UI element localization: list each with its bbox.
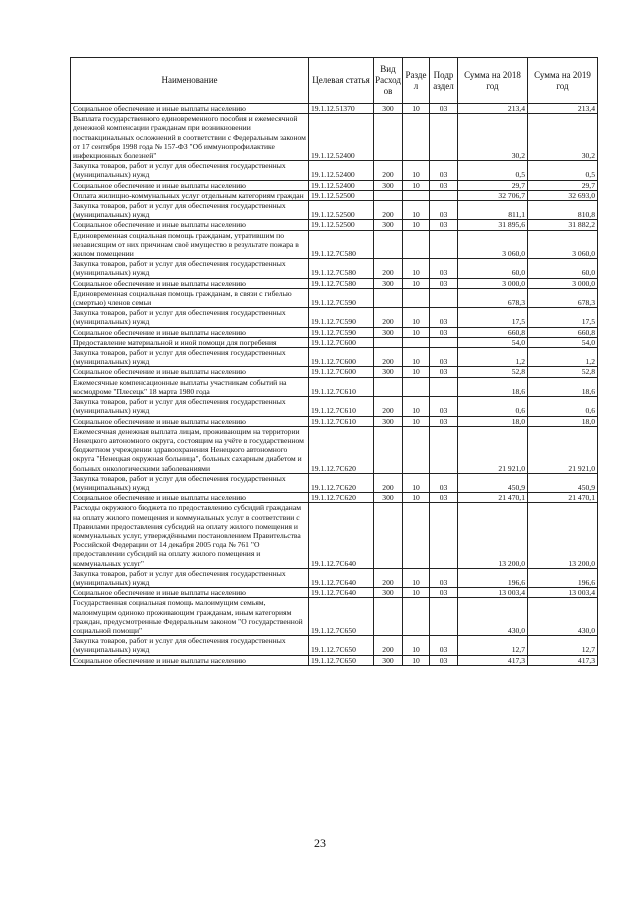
row-sum-2019: 13 003,4 <box>528 588 598 598</box>
table-row <box>71 180 598 190</box>
row-sum-2018: 29,7 <box>458 180 528 190</box>
row-name: Закупка товаров, работ и услуг для обеспечения государственных (муниципальных) нужд <box>71 397 309 416</box>
row-type <box>374 114 403 161</box>
row-target: 19.1.12.7С580 <box>309 230 374 259</box>
row-type <box>374 337 403 347</box>
row-subsection <box>430 598 458 636</box>
row-target: 19.1.12.52500 <box>309 220 374 230</box>
row-subsection: 03 <box>430 473 458 492</box>
row-target: 19.1.12.52500 <box>309 201 374 220</box>
row-name: Оплата жилищно-коммунальных услуг отдельным категориям граждан <box>71 190 309 200</box>
table-row <box>71 367 598 377</box>
row-section: 10 <box>403 161 430 180</box>
header-type: Вид Расход ов <box>374 58 403 104</box>
row-sum-2018: 12,7 <box>458 636 528 655</box>
row-target: 19.1.12.7С590 <box>309 308 374 327</box>
row-type: 300 <box>374 220 403 230</box>
row-sum-2018: 430,0 <box>458 598 528 636</box>
header-sum-2019: Сумма на 2019 год <box>528 58 598 104</box>
row-sum-2018: 30,2 <box>458 114 528 161</box>
row-type: 200 <box>374 308 403 327</box>
row-sum-2019: 430,0 <box>528 598 598 636</box>
table-row <box>71 278 598 288</box>
header-section: Разде л <box>403 58 430 104</box>
table-row <box>71 655 598 665</box>
table-row <box>71 493 598 503</box>
row-section <box>403 377 430 396</box>
row-section: 10 <box>403 348 430 367</box>
row-sum-2019: 660,8 <box>528 327 598 337</box>
row-target: 19.1.12.7С610 <box>309 397 374 416</box>
row-target: 19.1.12.7С620 <box>309 426 374 473</box>
header-sum-2018: Сумма на 2018 год <box>458 58 528 104</box>
table-row <box>71 201 598 220</box>
row-section <box>403 230 430 259</box>
row-section <box>403 337 430 347</box>
row-subsection: 03 <box>430 397 458 416</box>
table-row <box>71 104 598 114</box>
row-type: 300 <box>374 367 403 377</box>
row-name: Социальное обеспечение и иные выплаты населению <box>71 655 309 665</box>
row-type: 200 <box>374 348 403 367</box>
table-row <box>71 348 598 367</box>
row-section: 10 <box>403 308 430 327</box>
row-sum-2019: 13 200,0 <box>528 503 598 568</box>
row-sum-2019: 678,3 <box>528 288 598 307</box>
row-sum-2019: 32 693,0 <box>528 190 598 200</box>
row-sum-2018: 31 895,6 <box>458 220 528 230</box>
row-section: 10 <box>403 327 430 337</box>
row-type: 200 <box>374 568 403 587</box>
row-target: 19.1.12.7С650 <box>309 636 374 655</box>
row-subsection <box>430 337 458 347</box>
row-sum-2019: 31 882,2 <box>528 220 598 230</box>
table-row <box>71 416 598 426</box>
row-subsection: 03 <box>430 493 458 503</box>
row-type: 300 <box>374 104 403 114</box>
row-name: Закупка товаров, работ и услуг для обеспечения государственных (муниципальных) нужд <box>71 201 309 220</box>
row-sum-2019: 29,7 <box>528 180 598 190</box>
row-sum-2019: 213,4 <box>528 104 598 114</box>
row-type <box>374 190 403 200</box>
row-sum-2018: 417,3 <box>458 655 528 665</box>
row-sum-2018: 811,1 <box>458 201 528 220</box>
row-name: Единовременная социальная помощь гражданам, в связи с гибелью (смертью) членов семьи <box>71 288 309 307</box>
row-type: 200 <box>374 259 403 278</box>
row-section: 10 <box>403 416 430 426</box>
row-target: 19.1.12.7С600 <box>309 337 374 347</box>
row-subsection: 03 <box>430 655 458 665</box>
table-row <box>71 327 598 337</box>
row-sum-2018: 0,5 <box>458 161 528 180</box>
row-sum-2018: 3 060,0 <box>458 230 528 259</box>
row-sum-2019: 54,0 <box>528 337 598 347</box>
row-name: Социальное обеспечение и иные выплаты населению <box>71 327 309 337</box>
table-row <box>71 161 598 180</box>
table-row <box>71 503 598 568</box>
row-subsection: 03 <box>430 416 458 426</box>
row-subsection: 03 <box>430 201 458 220</box>
header-name: Наименование <box>71 58 309 104</box>
row-subsection <box>430 503 458 568</box>
row-target: 19.1.12.52400 <box>309 180 374 190</box>
row-name: Социальное обеспечение и иные выплаты населению <box>71 588 309 598</box>
row-sum-2019: 18,6 <box>528 377 598 396</box>
row-sum-2019: 3 060,0 <box>528 230 598 259</box>
row-sum-2018: 3 000,0 <box>458 278 528 288</box>
row-target: 19.1.12.7С590 <box>309 288 374 307</box>
row-target: 19.1.12.7С650 <box>309 598 374 636</box>
row-type <box>374 288 403 307</box>
table-body <box>71 104 598 666</box>
row-type: 300 <box>374 493 403 503</box>
row-name: Закупка товаров, работ и услуг для обеспечения государственных (муниципальных) нужд <box>71 473 309 492</box>
row-name: Закупка товаров, работ и услуг для обеспечения государственных (муниципальных) нужд <box>71 308 309 327</box>
row-target: 19.1.12.7С600 <box>309 367 374 377</box>
header-target: Целевая статья <box>309 58 374 104</box>
row-sum-2018: 32 706,7 <box>458 190 528 200</box>
row-sum-2018: 213,4 <box>458 104 528 114</box>
row-name: Закупка товаров, работ и услуг для обеспечения государственных (муниципальных) нужд <box>71 259 309 278</box>
row-target: 19.1.12.52500 <box>309 190 374 200</box>
row-sum-2018: 18,6 <box>458 377 528 396</box>
row-sum-2018: 1,2 <box>458 348 528 367</box>
row-name: Закупка товаров, работ и услуг для обеспечения государственных (муниципальных) нужд <box>71 348 309 367</box>
table-row <box>71 230 598 259</box>
row-sum-2018: 17,5 <box>458 308 528 327</box>
row-target: 19.1.12.7С580 <box>309 259 374 278</box>
row-section <box>403 598 430 636</box>
row-name: Социальное обеспечение и иные выплаты населению <box>71 104 309 114</box>
row-name: Социальное обеспечение и иные выплаты населению <box>71 367 309 377</box>
row-sum-2018: 54,0 <box>458 337 528 347</box>
row-subsection: 03 <box>430 259 458 278</box>
row-sum-2019: 12,7 <box>528 636 598 655</box>
row-sum-2019: 18,0 <box>528 416 598 426</box>
table-row <box>71 377 598 396</box>
row-section: 10 <box>403 588 430 598</box>
table-row <box>71 426 598 473</box>
row-sum-2018: 21 470,1 <box>458 493 528 503</box>
row-sum-2019: 3 000,0 <box>528 278 598 288</box>
row-sum-2018: 13 003,4 <box>458 588 528 598</box>
row-type <box>374 598 403 636</box>
row-sum-2018: 60,0 <box>458 259 528 278</box>
row-subsection: 03 <box>430 104 458 114</box>
table-row <box>71 568 598 587</box>
row-name: Социальное обеспечение и иные выплаты населению <box>71 180 309 190</box>
table-row <box>71 473 598 492</box>
table-row <box>71 598 598 636</box>
row-section: 10 <box>403 397 430 416</box>
row-target: 19.1.12.52400 <box>309 114 374 161</box>
row-target: 19.1.12.7С650 <box>309 655 374 665</box>
row-type <box>374 503 403 568</box>
table-header-row <box>71 58 598 104</box>
row-sum-2019: 17,5 <box>528 308 598 327</box>
table-row <box>71 337 598 347</box>
table-row <box>71 259 598 278</box>
row-name: Выплата государственного единовременного пособия и ежемесячной денежной компенсации гражданам при возникновении поствакцинальных осложнений в соответствии с Федеральным законом от 17 сентября 1998 года № 157-ФЗ "Об иммунопрофилактике инфекционных болезней" <box>71 114 309 161</box>
row-sum-2018: 52,8 <box>458 367 528 377</box>
row-name: Закупка товаров, работ и услуг для обеспечения государственных (муниципальных) нужд <box>71 161 309 180</box>
row-subsection <box>430 377 458 396</box>
row-subsection: 03 <box>430 180 458 190</box>
row-subsection: 03 <box>430 636 458 655</box>
table-row <box>71 190 598 200</box>
table-row <box>71 397 598 416</box>
row-target: 19.1.12.7С580 <box>309 278 374 288</box>
row-sum-2019: 1,2 <box>528 348 598 367</box>
table-row <box>71 114 598 161</box>
row-sum-2019: 60,0 <box>528 259 598 278</box>
row-section <box>403 503 430 568</box>
row-sum-2018: 450,9 <box>458 473 528 492</box>
row-sum-2018: 196,6 <box>458 568 528 587</box>
row-section: 10 <box>403 278 430 288</box>
row-type: 300 <box>374 278 403 288</box>
row-sum-2018: 13 200,0 <box>458 503 528 568</box>
row-target: 19.1.12.7С620 <box>309 493 374 503</box>
row-type: 300 <box>374 180 403 190</box>
row-section: 10 <box>403 493 430 503</box>
row-target: 19.1.12.51370 <box>309 104 374 114</box>
row-sum-2018: 18,0 <box>458 416 528 426</box>
table-row <box>71 288 598 307</box>
row-subsection <box>430 114 458 161</box>
row-section: 10 <box>403 201 430 220</box>
row-section: 10 <box>403 104 430 114</box>
page-number: 23 <box>314 836 326 850</box>
row-sum-2018: 660,8 <box>458 327 528 337</box>
row-section: 10 <box>403 636 430 655</box>
row-sum-2019: 450,9 <box>528 473 598 492</box>
row-section <box>403 426 430 473</box>
budget-table <box>70 57 598 666</box>
row-target: 19.1.12.7С610 <box>309 416 374 426</box>
row-name: Закупка товаров, работ и услуг для обеспечения государственных (муниципальных) нужд <box>71 568 309 587</box>
row-sum-2019: 52,8 <box>528 367 598 377</box>
row-name: Предоставление материальной и иной помощи для погребения <box>71 337 309 347</box>
row-sum-2019: 810,8 <box>528 201 598 220</box>
row-type <box>374 377 403 396</box>
row-sum-2018: 21 921,0 <box>458 426 528 473</box>
row-name: Единовременная социальная помощь гражданам, утратившим по независящим от них причинам своё имущество в результате пожара в жилом помещении <box>71 230 309 259</box>
row-type: 200 <box>374 161 403 180</box>
row-sum-2019: 30,2 <box>528 114 598 161</box>
row-type: 200 <box>374 201 403 220</box>
row-target: 19.1.12.7С640 <box>309 588 374 598</box>
row-sum-2018: 678,3 <box>458 288 528 307</box>
row-section: 10 <box>403 259 430 278</box>
row-section: 10 <box>403 655 430 665</box>
row-subsection: 03 <box>430 367 458 377</box>
row-target: 19.1.12.7С640 <box>309 503 374 568</box>
row-sum-2019: 417,3 <box>528 655 598 665</box>
row-section: 10 <box>403 220 430 230</box>
row-type <box>374 426 403 473</box>
row-sum-2019: 21 921,0 <box>528 426 598 473</box>
row-subsection: 03 <box>430 327 458 337</box>
row-subsection: 03 <box>430 308 458 327</box>
row-target: 19.1.12.7С620 <box>309 473 374 492</box>
row-target: 19.1.12.7С600 <box>309 348 374 367</box>
row-type: 300 <box>374 588 403 598</box>
row-name: Ежемесячные компенсационные выплаты участникам событий на космодроме "Плесецк" 18 марта 1980 года <box>71 377 309 396</box>
row-subsection: 03 <box>430 568 458 587</box>
row-type: 300 <box>374 327 403 337</box>
row-type: 300 <box>374 655 403 665</box>
row-section <box>403 114 430 161</box>
row-target: 19.1.12.7С640 <box>309 568 374 587</box>
row-name: Закупка товаров, работ и услуг для обеспечения государственных (муниципальных) нужд <box>71 636 309 655</box>
row-type: 200 <box>374 636 403 655</box>
row-name: Социальное обеспечение и иные выплаты населению <box>71 278 309 288</box>
row-type: 300 <box>374 416 403 426</box>
row-sum-2018: 0,6 <box>458 397 528 416</box>
row-subsection <box>430 230 458 259</box>
row-subsection: 03 <box>430 161 458 180</box>
row-section: 10 <box>403 568 430 587</box>
row-section: 10 <box>403 180 430 190</box>
row-target: 19.1.12.7С610 <box>309 377 374 396</box>
row-sum-2019: 196,6 <box>528 568 598 587</box>
row-name: Ежемесячная денежная выплата лицам, проживающим на территории Ненецкого автономного округа, состоящим на учёте в государственном бюджетном учреждении здравоохранения Ненецкого автономного округа "Ненецкая окружная больница", больных сахарным диабетом и больных онкологическими заболеваниями <box>71 426 309 473</box>
row-sum-2019: 0,6 <box>528 397 598 416</box>
table-row <box>71 220 598 230</box>
row-subsection: 03 <box>430 588 458 598</box>
row-sum-2019: 0,5 <box>528 161 598 180</box>
row-type <box>374 230 403 259</box>
row-target: 19.1.12.7С590 <box>309 327 374 337</box>
row-subsection <box>430 190 458 200</box>
row-type: 200 <box>374 473 403 492</box>
row-name: Социальное обеспечение и иные выплаты населению <box>71 220 309 230</box>
row-subsection: 03 <box>430 348 458 367</box>
row-name: Государственная социальная помощь малоимущим семьям, малоимущим одиноко проживающим гражданам, иным категориям граждан, предусмотренные Федеральным законом "О государственной социальной помощи" <box>71 598 309 636</box>
row-target: 19.1.12.52400 <box>309 161 374 180</box>
table-row <box>71 588 598 598</box>
row-section <box>403 190 430 200</box>
row-name: Социальное обеспечение и иные выплаты населению <box>71 416 309 426</box>
row-name: Социальное обеспечение и иные выплаты населению <box>71 493 309 503</box>
table-row <box>71 308 598 327</box>
row-type: 200 <box>374 397 403 416</box>
row-sum-2019: 21 470,1 <box>528 493 598 503</box>
row-section <box>403 288 430 307</box>
row-section: 10 <box>403 367 430 377</box>
row-subsection <box>430 288 458 307</box>
row-name: Расходы окружного бюджета по предоставлению субсидий гражданам на оплату жилого помещения и коммунальных услуг в соответствии с Правилами предоставления субсидий на оплату жилого помещения и коммунальных услуг, утверждёнными постановлением Правительства Российской Федерации от 14 декабря 2005 года № 761 "О предоставлении субсидий на оплату жилого помещения и коммунальных услуг" <box>71 503 309 568</box>
header-subsection: Подр аздел <box>430 58 458 104</box>
row-section: 10 <box>403 473 430 492</box>
row-subsection <box>430 426 458 473</box>
table-row <box>71 636 598 655</box>
row-subsection: 03 <box>430 278 458 288</box>
row-subsection: 03 <box>430 220 458 230</box>
